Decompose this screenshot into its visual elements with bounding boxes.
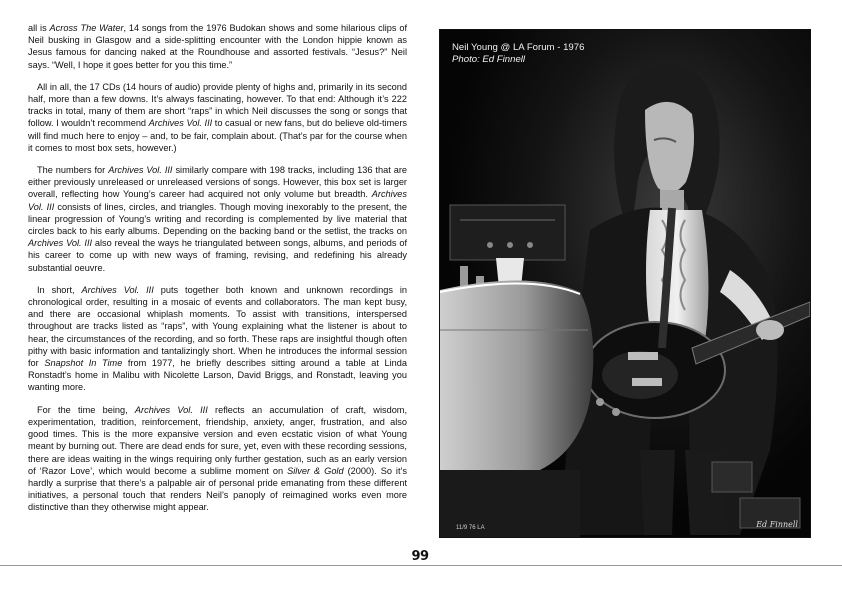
page-number: 99 [411, 549, 429, 564]
photo-frame-mark: 11/9 76 LA [456, 525, 485, 531]
paragraph-1: all is Across The Water, 14 songs from the 1976 Budokan shows and some hilarious clips of Neil busking in Glasgow and a side-splitting encounter with the London hippie known as Jesus famous for dancing naked at the Roundhouse and assorted festivals. “Jesus?” Neil says. “Well, I hope it goes better for you this time.” [28, 23, 408, 70]
photo-caption [452, 42, 584, 66]
photo-credit: Photo: Ed Finnell [452, 54, 526, 65]
photo-caption-title: Neil Young @ LA Forum - 1976 [452, 42, 585, 53]
concert-photo [439, 29, 811, 538]
article-body [28, 22, 407, 524]
paragraph-5: For the time being, Archives Vol. III reflects an accumulation of craft, wisdom, experimentation, tradition, reinforcement, friendship, anxiety, anger, frustration, and also good times. This is the more expansive version and even ecstatic vision of what Young meant by burning out. There are dead ends for sure, yet, even with these recording sessions, there are ideas waiting in the wings requiring only further gestation, such as an early version of ‘Razor Love’, which would become a sublime moment on Silver & Gold (2000). So it’s hardly a surprise that there’s a palpable air of personal pride emanating from these different initiatives, a personal touch that renders Neil’s panoply of reimagined works even more distinctive than they otherwise might appear. [28, 404, 408, 513]
paragraph-4: In short, Archives Vol. III puts together both known and unknown recordings in chronological order, resulting in a mosaic of events and collaborators. The man kept busy, and there are occasional whiplash moments. To assist with transitions, interspersed throughout are tracks listed as “raps”, with Young explaining what the listener is about to hear, the circumstances of the recording, and so forth. These raps are insightful though often pithy with basic information and tantalizingly short. When he introduces the informal session for Snapshot In Time from 1977, he briefly describes sitting around a table at Linda Ronstadt’s home in Malibu with Nicolette Larson, David Briggs, and Ronstadt, leaving you wanting more. [28, 284, 408, 393]
footer-divider [0, 565, 842, 566]
paragraph-3: The numbers for Archives Vol. III similarly compare with 198 tracks, including 136 that are either previously unreleased or unreleased versions of songs. However, this box set is larger overall, reflecting how Young’s career had acquired not only volume but breadth. Archives Vol. III consists of lines, circles, and triangles. Though moving inexorably to the present, the linear progression of Young’s writing and recording is complemented by live material that circles back to his early albums. Depending on the backing band or the setlist, the tracks on Archives Vol. III also reveal the ways he triangulated between songs, albums, and periods of his career to come up with new ways of framing, revising, and redefining his already substantial oeuvre. [28, 165, 408, 273]
paragraph-2: All in all, the 17 CDs (14 hours of audio) provide plenty of highs and, primarily in its second half, more than a few downs. It’s always fascinating, however. To that end: Although it’s 222 tracks in total, many of them are short “raps” in which Neil discusses the song or songs that follow. I wouldn’t recommend Archives Vol. III to casual or new fans, but do believe old-timers will find much here to enjoy – and, to be fair, complain about. (That’s par for the course when it comes to most box sets, however.) [28, 81, 408, 153]
photographer-signature: Ed Finnell [756, 520, 798, 529]
concert-photo-illustration [440, 30, 810, 537]
